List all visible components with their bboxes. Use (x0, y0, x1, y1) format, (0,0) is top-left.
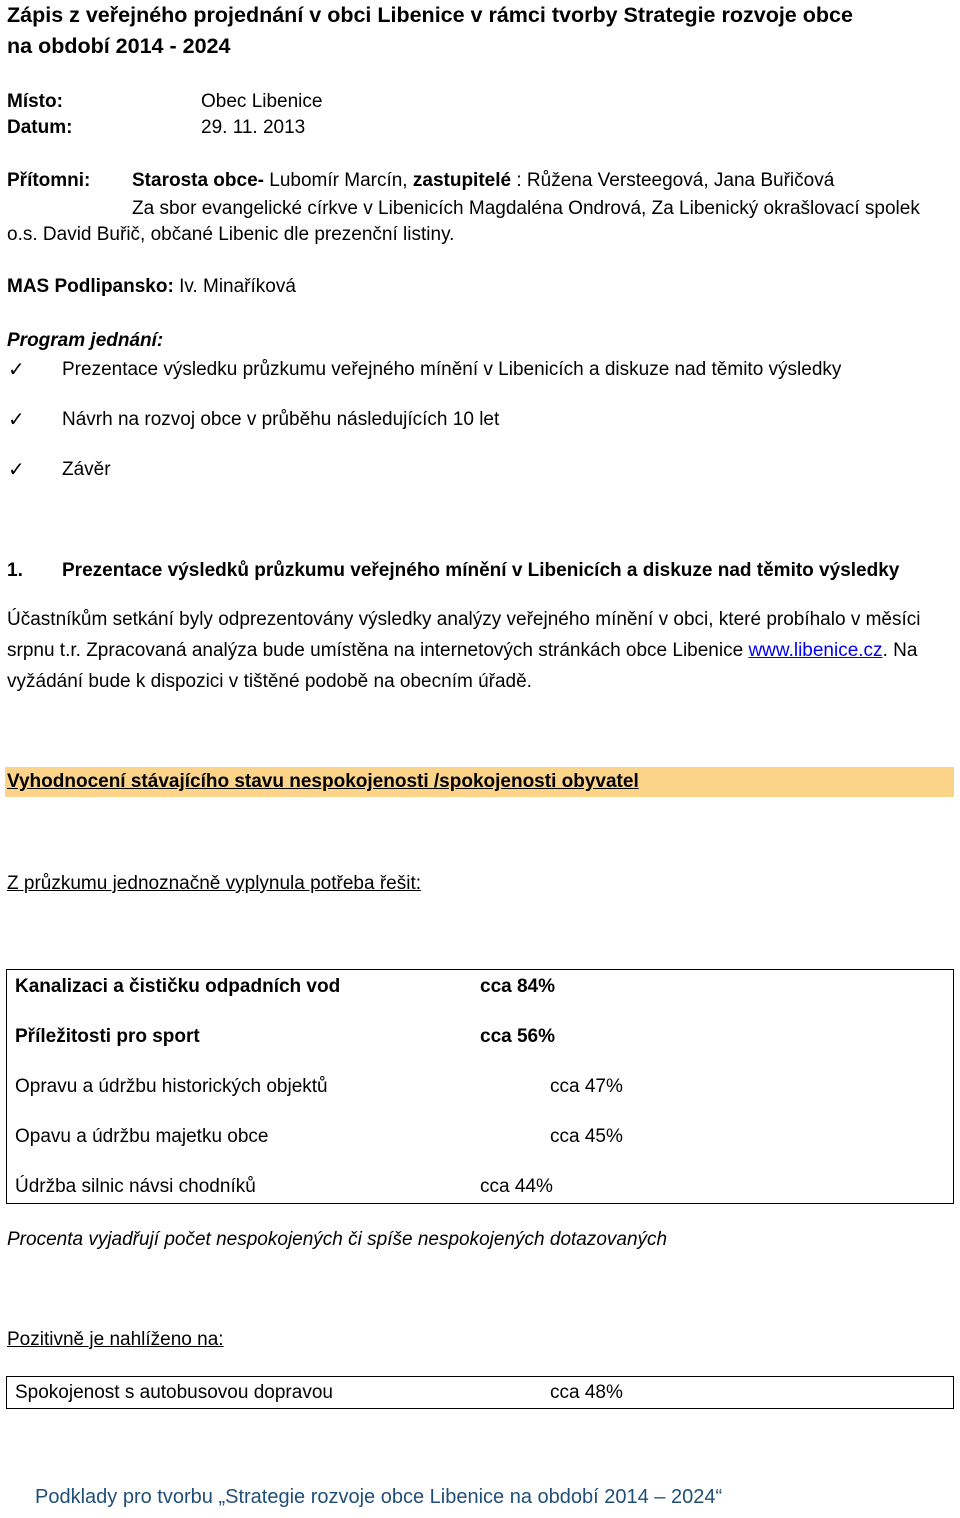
need-value-2: cca 56% (480, 1026, 556, 1047)
section1-number: 1. (7, 560, 23, 581)
positive-label: Spokojenost s autobusovou dopravou (15, 1382, 333, 1403)
checkmark-icon: ✓ (8, 459, 25, 481)
section1-text-b: . Na vyžádání bude k dispozici v tištěné podobě na obecním úřadě. (7, 640, 918, 692)
datum-label: Datum: (7, 117, 73, 138)
starosta-label: Starosta obce- (132, 170, 264, 191)
misto-label: Místo: (7, 91, 63, 112)
mas-value: Iv. Minaříková (173, 276, 296, 297)
misto-value: Obec Libenice (201, 91, 323, 112)
need-value-4: cca 45% (550, 1126, 623, 1147)
percent-note: Procenta vyjadřují počet nespokojených či spíše nespokojených dotazovaných (7, 1229, 668, 1250)
checkmark-icon: ✓ (8, 359, 25, 381)
checkmark-icon: ✓ (8, 409, 25, 431)
libenice-website-link[interactable]: www.libenice.cz (748, 640, 883, 661)
section1-title: Prezentace výsledků průzkumu veřejného mínění v Libenicích a diskuze nad těmito výsledky (62, 560, 900, 581)
need-label-2: Příležitosti pro sport (15, 1026, 200, 1047)
section1-paragraph (7, 604, 957, 697)
pritomni-label: Přítomni: (7, 170, 91, 191)
positive-value: cca 48% (550, 1382, 623, 1403)
zastupitele-names: : Růžena Versteegová, Jana Buřičová (511, 170, 835, 191)
document-title-line1: Zápis z veřejného projednání v obci Libenice v rámci tvorby Strategie rozvoje obce (7, 3, 853, 27)
mas-label: MAS Podlipansko: (7, 276, 174, 297)
pritomni-line1 (132, 168, 834, 194)
page-footer: Podklady pro tvorbu „Strategie rozvoje obce Libenice na období 2014 – 2024“ (35, 1486, 723, 1508)
section1-text-a: Účastníkům setkání byly odprezentovány výsledky analýzy veřejného mínění v obci, které probíhalo v měsíci srpnu t.r. Zpracovaná analýza bude umístěna na internetových stránkách obce Libenice (7, 609, 921, 661)
pritomni-line3: o.s. David Buřič, občané Libenic dle prezenční listiny. (7, 224, 455, 245)
need-value-3: cca 47% (550, 1076, 623, 1097)
zastupitele-label: zastupitelé (412, 170, 512, 191)
document-title-line2: na období 2014 - 2024 (7, 34, 231, 58)
need-label-5: Údržba silnic návsi chodníků (15, 1176, 256, 1197)
positive-heading: Pozitivně je nahlíženo na: (7, 1329, 224, 1350)
need-value-1: cca 84% (480, 976, 556, 997)
program-item-2: Návrh na rozvoj obce v průběhu následujících 10 let (62, 409, 500, 430)
need-label-3: Opravu a údržbu historických objektů (15, 1076, 328, 1097)
datum-value: 29. 11. 2013 (201, 117, 306, 138)
mas-line (7, 274, 296, 300)
evaluation-heading: Vyhodnocení stávajícího stavu nespokojenosti /spokojenosti obyvatel (7, 771, 639, 792)
program-heading: Program jednání: (7, 330, 164, 351)
need-label-4: Opavu a údržbu majetku obce (15, 1126, 269, 1147)
need-value-5: cca 44% (480, 1176, 553, 1197)
starosta-name: Lubomír Marcín, (263, 170, 413, 191)
need-heading: Z průzkumu jednoznačně vyplynula potřeba řešit: (7, 873, 422, 894)
pritomni-line2: Za sbor evangelické církve v Libenicích Magdaléna Ondrová, Za Libenický okrašlovací spolek (132, 198, 920, 219)
program-item-3: Závěr (62, 459, 111, 480)
need-label-1: Kanalizaci a čističku odpadních vod (15, 976, 341, 997)
program-item-1: Prezentace výsledku průzkumu veřejného mínění v Libenicích a diskuze nad těmito výsledky (62, 359, 842, 380)
